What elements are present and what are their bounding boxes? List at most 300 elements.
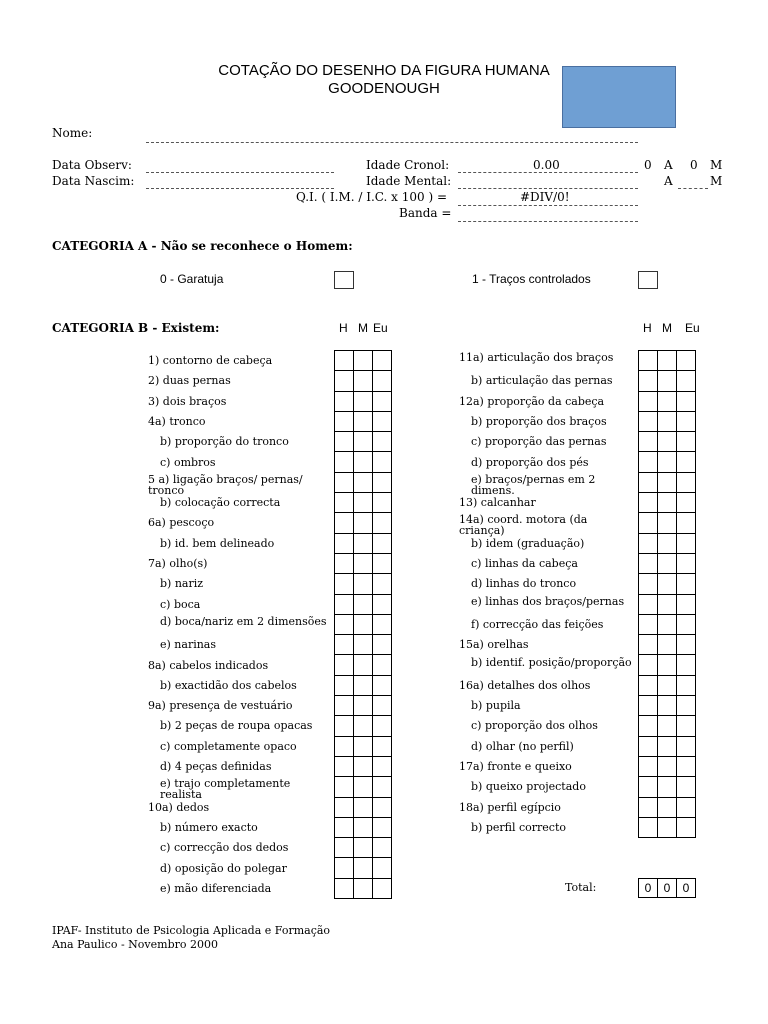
footer-institute: IPAF- Instituto de Psicologia Aplicada e Formação xyxy=(52,924,331,937)
score-cell-m[interactable] xyxy=(658,777,677,797)
total-grid xyxy=(638,878,696,898)
criterion-item: d) linhas do tronco xyxy=(471,577,577,591)
score-cell-h[interactable] xyxy=(639,574,658,594)
score-cell-eu[interactable] xyxy=(677,635,696,655)
score-cell-m[interactable] xyxy=(658,472,677,492)
score-cell-eu[interactable] xyxy=(677,452,696,472)
criterion-item: d) olhar (no perfil) xyxy=(471,739,574,753)
table-row xyxy=(335,756,392,776)
data-observ-label: Data Observ: xyxy=(52,158,132,172)
table-row xyxy=(639,574,696,594)
table-row xyxy=(335,452,392,472)
table-row xyxy=(639,553,696,573)
score-cell-h[interactable] xyxy=(335,817,354,837)
table-row xyxy=(639,777,696,797)
im-m: M xyxy=(710,174,723,188)
score-cell-m[interactable] xyxy=(354,736,373,756)
criterion-item: b) id. bem delineado xyxy=(160,536,275,550)
table-row xyxy=(335,472,392,492)
score-cell-m[interactable] xyxy=(354,716,373,736)
score-cell-h[interactable] xyxy=(335,716,354,736)
score-cell-eu[interactable] xyxy=(373,797,392,817)
criterion-item: 15a) orelhas xyxy=(459,638,529,652)
score-cell-m[interactable] xyxy=(354,493,373,513)
score-cell-m[interactable] xyxy=(658,574,677,594)
score-cell-m[interactable] xyxy=(354,452,373,472)
score-cell-m[interactable] xyxy=(354,817,373,837)
form-title: COTAÇÃO DO DESENHO DA FIGURA HUMANA xyxy=(218,62,550,79)
score-cell-h[interactable] xyxy=(639,614,658,634)
banda-line[interactable] xyxy=(458,221,638,222)
score-cell-eu[interactable] xyxy=(373,351,392,371)
score-cell-h[interactable] xyxy=(639,513,658,533)
score-cell-eu[interactable] xyxy=(677,513,696,533)
score-cell-m[interactable] xyxy=(354,635,373,655)
score-cell-h[interactable] xyxy=(639,472,658,492)
score-cell-eu[interactable] xyxy=(373,696,392,716)
criterion-item: 11a) articulação dos braços xyxy=(459,351,614,364)
score-cell-m[interactable] xyxy=(354,777,373,797)
score-cell-h[interactable] xyxy=(639,696,658,716)
score-cell-m[interactable] xyxy=(354,351,373,371)
table-row xyxy=(335,411,392,431)
criterion-item: e) mão diferenciada xyxy=(160,881,272,895)
table-row xyxy=(335,817,392,837)
left-col-m: M xyxy=(358,321,368,335)
score-cell-h[interactable] xyxy=(335,493,354,513)
score-cell-m[interactable] xyxy=(658,452,677,472)
score-cell-m[interactable] xyxy=(354,371,373,391)
score-cell-h[interactable] xyxy=(639,797,658,817)
table-row xyxy=(335,716,392,736)
table-row xyxy=(335,838,392,858)
score-cell-m[interactable] xyxy=(354,472,373,492)
table-row xyxy=(639,472,696,492)
score-cell-h[interactable] xyxy=(335,777,354,797)
score-cell-m[interactable] xyxy=(354,533,373,553)
table-row xyxy=(335,594,392,614)
criterion-item: e) linhas dos braços/pernas xyxy=(471,594,625,608)
score-cell-eu[interactable] xyxy=(373,614,392,634)
score-cell-eu[interactable] xyxy=(677,817,696,837)
score-cell-m[interactable] xyxy=(354,655,373,675)
score-cell-h[interactable] xyxy=(639,635,658,655)
score-cell-h[interactable] xyxy=(335,351,354,371)
left-col-eu: Eu xyxy=(373,321,388,335)
score-cell-eu[interactable] xyxy=(373,574,392,594)
score-cell-eu[interactable] xyxy=(677,371,696,391)
criterion-item: b) nariz xyxy=(160,577,204,591)
garatuja-label: 0 - Garatuja xyxy=(160,272,224,286)
score-cell-h[interactable] xyxy=(639,432,658,452)
score-cell-m[interactable] xyxy=(658,432,677,452)
table-row xyxy=(335,513,392,533)
table-row xyxy=(639,696,696,716)
criterion-item: e) narinas xyxy=(160,638,217,652)
score-cell-eu[interactable] xyxy=(677,411,696,431)
score-cell-m[interactable] xyxy=(658,756,677,776)
score-cell-eu[interactable] xyxy=(677,553,696,573)
score-cell-eu[interactable] xyxy=(373,371,392,391)
score-cell-h[interactable] xyxy=(639,675,658,695)
criterion-item: b) pupila xyxy=(471,699,521,713)
score-cell-m[interactable] xyxy=(354,553,373,573)
criterion-item: c) ombros xyxy=(160,455,216,469)
score-cell-eu[interactable] xyxy=(373,756,392,776)
score-cell-m[interactable] xyxy=(354,696,373,716)
ic-m: M xyxy=(710,158,723,172)
score-cell-eu[interactable] xyxy=(373,533,392,553)
score-cell-m[interactable] xyxy=(658,371,677,391)
score-cell-m[interactable] xyxy=(354,838,373,858)
score-cell-eu[interactable] xyxy=(677,472,696,492)
im-months-line[interactable] xyxy=(678,188,708,189)
table-row xyxy=(639,452,696,472)
criterion-item: c) correcção dos dedos xyxy=(160,841,289,855)
criterion-item: 17a) fronte e queixo xyxy=(459,760,572,773)
total-eu: 0 xyxy=(677,879,696,898)
table-row xyxy=(335,493,392,513)
criterion-item: c) linhas da cabeça xyxy=(471,557,578,570)
table-row xyxy=(335,351,392,371)
criterion-item: 14a) coord. motora (da criança) xyxy=(459,513,588,538)
score-cell-eu[interactable] xyxy=(373,493,392,513)
ic-a: A xyxy=(664,158,673,172)
score-cell-m[interactable] xyxy=(354,878,373,898)
criterion-item: b) colocação correcta xyxy=(160,496,281,510)
table-row xyxy=(335,777,392,797)
tracos-checkbox[interactable] xyxy=(638,271,658,289)
qi-value: #DIV/0! xyxy=(520,190,570,204)
score-cell-m[interactable] xyxy=(354,513,373,533)
score-cell-m[interactable] xyxy=(658,411,677,431)
score-cell-m[interactable] xyxy=(658,391,677,411)
table-row xyxy=(335,696,392,716)
criterion-item: 6a) pescoço xyxy=(148,516,215,530)
score-cell-m[interactable] xyxy=(354,756,373,776)
criterion-item: b) proporção dos braços xyxy=(471,414,607,428)
score-cell-eu[interactable] xyxy=(677,696,696,716)
idade-cronol-value: 0.00 xyxy=(533,158,560,172)
score-cell-eu[interactable] xyxy=(677,716,696,736)
score-cell-m[interactable] xyxy=(658,553,677,573)
score-cell-eu[interactable] xyxy=(677,351,696,371)
score-cell-h[interactable] xyxy=(639,493,658,513)
score-cell-eu[interactable] xyxy=(373,472,392,492)
criterion-item: b) 2 peças de roupa opacas xyxy=(160,719,313,733)
criterion-item: 1) contorno de cabeça xyxy=(148,354,273,367)
criterion-item: b) perfil correcto xyxy=(471,820,567,834)
criterion-item: e) braços/pernas em 2 dimens. xyxy=(471,472,596,497)
table-row xyxy=(335,655,392,675)
score-cell-h[interactable] xyxy=(639,553,658,573)
score-cell-eu[interactable] xyxy=(373,655,392,675)
left-col-h: H xyxy=(339,321,348,335)
table-row xyxy=(639,391,696,411)
score-cell-m[interactable] xyxy=(658,797,677,817)
criterion-item: 4a) tronco xyxy=(148,414,206,428)
score-cell-h[interactable] xyxy=(335,411,354,431)
total-label: Total: xyxy=(565,881,597,894)
table-row xyxy=(639,371,696,391)
tracos-label: 1 - Traços controlados xyxy=(472,272,591,286)
footer-author: Ana Paulico - Novembro 2000 xyxy=(52,938,218,951)
idade-mental-line[interactable] xyxy=(458,188,638,189)
score-cell-h[interactable] xyxy=(639,594,658,614)
score-cell-h[interactable] xyxy=(639,533,658,553)
data-nascim-label: Data Nascim: xyxy=(52,174,135,188)
score-cell-m[interactable] xyxy=(354,411,373,431)
score-cell-eu[interactable] xyxy=(677,675,696,695)
table-row xyxy=(335,574,392,594)
table-row xyxy=(335,635,392,655)
table-row xyxy=(639,411,696,431)
score-cell-m[interactable] xyxy=(658,655,677,675)
score-cell-h[interactable] xyxy=(639,371,658,391)
score-cell-h[interactable] xyxy=(335,878,354,898)
table-row xyxy=(639,513,696,533)
right-col-m: M xyxy=(662,321,672,335)
total-m: 0 xyxy=(658,879,677,898)
criterion-item: d) boca/nariz em 2 dimensões xyxy=(160,614,327,628)
criterion-item: c) completamente opaco xyxy=(160,739,297,753)
score-cell-h[interactable] xyxy=(639,736,658,756)
table-row xyxy=(335,736,392,756)
score-cell-m[interactable] xyxy=(658,351,677,371)
score-cell-h[interactable] xyxy=(639,391,658,411)
score-cell-eu[interactable] xyxy=(373,513,392,533)
score-cell-eu[interactable] xyxy=(373,716,392,736)
score-cell-m[interactable] xyxy=(354,858,373,878)
table-row xyxy=(639,493,696,513)
score-cell-eu[interactable] xyxy=(677,614,696,634)
criterion-item: b) número exacto xyxy=(160,820,258,834)
idade-mental-label: Idade Mental: xyxy=(366,174,452,188)
form-subtitle: GOODENOUGH xyxy=(328,80,440,97)
score-cell-m[interactable] xyxy=(658,635,677,655)
score-cell-eu[interactable] xyxy=(677,533,696,553)
score-cell-eu[interactable] xyxy=(677,574,696,594)
score-cell-h[interactable] xyxy=(335,472,354,492)
right-col-h: H xyxy=(643,321,652,335)
score-cell-m[interactable] xyxy=(658,736,677,756)
score-cell-h[interactable] xyxy=(335,452,354,472)
table-row xyxy=(639,797,696,817)
table-row xyxy=(639,594,696,614)
ic-years: 0 xyxy=(644,158,652,172)
score-cell-m[interactable] xyxy=(658,533,677,553)
table-row xyxy=(639,432,696,452)
nome-label: Nome: xyxy=(52,126,93,140)
criterion-item: d) oposição do polegar xyxy=(160,861,287,875)
score-cell-eu[interactable] xyxy=(677,432,696,452)
criterion-item: 10a) dedos xyxy=(148,800,210,814)
score-cell-h[interactable] xyxy=(335,594,354,614)
score-cell-eu[interactable] xyxy=(373,736,392,756)
score-cell-h[interactable] xyxy=(335,736,354,756)
score-cell-eu[interactable] xyxy=(373,553,392,573)
table-row xyxy=(639,351,696,371)
score-cell-eu[interactable] xyxy=(373,391,392,411)
score-cell-h[interactable] xyxy=(335,614,354,634)
score-cell-h[interactable] xyxy=(335,432,354,452)
criterion-item: 8a) cabelos indicados xyxy=(148,658,269,672)
ic-months: 0 xyxy=(690,158,698,172)
score-cell-eu[interactable] xyxy=(373,594,392,614)
right-col-eu: Eu xyxy=(685,321,700,335)
score-cell-m[interactable] xyxy=(658,594,677,614)
data-observ-line[interactable] xyxy=(146,172,334,173)
criterion-item: c) boca xyxy=(160,597,201,611)
score-cell-eu[interactable] xyxy=(373,858,392,878)
score-cell-h[interactable] xyxy=(639,716,658,736)
criterion-item: b) identif. posição/proporção xyxy=(471,655,632,669)
score-cell-h[interactable] xyxy=(335,635,354,655)
score-cell-eu[interactable] xyxy=(373,635,392,655)
score-cell-h[interactable] xyxy=(335,797,354,817)
qi-label: Q.I. ( I.M. / I.C. x 100 ) = xyxy=(296,190,448,204)
score-cell-eu[interactable] xyxy=(373,411,392,431)
criterion-item: e) trajo completamente realista xyxy=(160,777,291,802)
score-cell-h[interactable] xyxy=(335,391,354,411)
table-row xyxy=(335,432,392,452)
categoria-a-title: CATEGORIA A - Não se reconhece o Homem: xyxy=(52,239,353,253)
score-cell-m[interactable] xyxy=(658,513,677,533)
score-cell-eu[interactable] xyxy=(677,594,696,614)
score-cell-m[interactable] xyxy=(354,432,373,452)
table-row xyxy=(639,817,696,837)
categoria-b-title: CATEGORIA B - Existem: xyxy=(52,321,220,335)
table-row xyxy=(639,655,696,675)
score-cell-m[interactable] xyxy=(658,817,677,837)
score-cell-h[interactable] xyxy=(335,756,354,776)
criterion-item: 3) dois braços xyxy=(148,394,227,408)
criterion-item: b) articulação das pernas xyxy=(471,374,613,388)
table-row xyxy=(639,533,696,553)
score-cell-m[interactable] xyxy=(658,696,677,716)
score-cell-eu[interactable] xyxy=(373,432,392,452)
table-row xyxy=(639,716,696,736)
table-row xyxy=(335,675,392,695)
criterion-item: 12a) proporção da cabeça xyxy=(459,394,605,408)
im-a: A xyxy=(664,174,673,188)
score-cell-m[interactable] xyxy=(354,391,373,411)
right-score-grid[interactable] xyxy=(638,350,696,838)
score-cell-m[interactable] xyxy=(658,675,677,695)
score-cell-eu[interactable] xyxy=(677,797,696,817)
criterion-item: 16a) detalhes dos olhos xyxy=(459,678,591,692)
total-h: 0 xyxy=(639,879,658,898)
score-cell-h[interactable] xyxy=(335,574,354,594)
criterion-item: 5 a) ligação braços/ pernas/ tronco xyxy=(148,472,303,497)
data-nascim-line[interactable] xyxy=(146,188,334,189)
score-cell-eu[interactable] xyxy=(677,493,696,513)
score-cell-h[interactable] xyxy=(335,696,354,716)
table-row xyxy=(335,371,392,391)
criterion-item: b) exactidão dos cabelos xyxy=(160,678,297,692)
score-cell-eu[interactable] xyxy=(373,878,392,898)
score-cell-h[interactable] xyxy=(335,858,354,878)
criterion-item: c) proporção das pernas xyxy=(471,435,607,449)
criterion-item: f) correcção das feições xyxy=(471,617,604,631)
score-cell-h[interactable] xyxy=(335,655,354,675)
score-cell-h[interactable] xyxy=(639,452,658,472)
score-cell-eu[interactable] xyxy=(677,391,696,411)
criterion-item: d) proporção dos pés xyxy=(471,455,589,469)
score-cell-m[interactable] xyxy=(658,493,677,513)
score-cell-eu[interactable] xyxy=(373,675,392,695)
score-cell-m[interactable] xyxy=(354,574,373,594)
table-row xyxy=(639,675,696,695)
score-cell-eu[interactable] xyxy=(373,777,392,797)
score-cell-h[interactable] xyxy=(335,838,354,858)
score-cell-eu[interactable] xyxy=(373,838,392,858)
criterion-item: d) 4 peças definidas xyxy=(160,760,272,773)
table-row xyxy=(335,553,392,573)
score-cell-eu[interactable] xyxy=(677,756,696,776)
photo-placeholder xyxy=(562,66,676,128)
criterion-item: b) proporção do tronco xyxy=(160,435,289,449)
score-cell-h[interactable] xyxy=(639,351,658,371)
score-cell-m[interactable] xyxy=(354,675,373,695)
criterion-item: c) proporção dos olhos xyxy=(471,719,598,733)
garatuja-checkbox[interactable] xyxy=(334,271,354,289)
score-cell-h[interactable] xyxy=(639,817,658,837)
table-row xyxy=(335,797,392,817)
criterion-item: 7a) olho(s) xyxy=(148,557,208,570)
score-cell-m[interactable] xyxy=(354,797,373,817)
criterion-item: 9a) presença de vestuário xyxy=(148,699,293,713)
score-cell-h[interactable] xyxy=(639,777,658,797)
score-cell-m[interactable] xyxy=(354,614,373,634)
table-row xyxy=(335,391,392,411)
table-row xyxy=(639,614,696,634)
qi-line xyxy=(458,205,638,206)
table-row xyxy=(335,614,392,634)
table-row xyxy=(335,533,392,553)
criterion-item: b) idem (graduação) xyxy=(471,536,585,550)
table-row xyxy=(335,878,392,898)
score-cell-eu[interactable] xyxy=(373,817,392,837)
score-cell-h[interactable] xyxy=(335,513,354,533)
left-score-grid[interactable] xyxy=(334,350,392,899)
score-cell-m[interactable] xyxy=(658,716,677,736)
score-cell-eu[interactable] xyxy=(373,452,392,472)
criterion-item: 13) calcanhar xyxy=(459,496,536,510)
score-cell-h[interactable] xyxy=(335,533,354,553)
score-cell-m[interactable] xyxy=(354,594,373,614)
criterion-item: b) queixo projectado xyxy=(471,780,586,794)
score-cell-h[interactable] xyxy=(335,675,354,695)
criterion-item: 2) duas pernas xyxy=(148,374,231,388)
table-row xyxy=(639,736,696,756)
score-cell-h[interactable] xyxy=(335,371,354,391)
table-row xyxy=(335,858,392,878)
score-cell-h[interactable] xyxy=(639,411,658,431)
score-cell-eu[interactable] xyxy=(677,655,696,675)
score-cell-eu[interactable] xyxy=(677,777,696,797)
table-row xyxy=(639,635,696,655)
nome-line[interactable] xyxy=(146,142,638,143)
score-cell-m[interactable] xyxy=(658,614,677,634)
banda-label: Banda = xyxy=(399,206,452,220)
score-cell-h[interactable] xyxy=(639,655,658,675)
score-cell-eu[interactable] xyxy=(677,736,696,756)
table-row xyxy=(639,756,696,776)
score-cell-h[interactable] xyxy=(639,756,658,776)
score-cell-h[interactable] xyxy=(335,553,354,573)
criterion-item: 18a) perfil egípcio xyxy=(459,800,561,814)
